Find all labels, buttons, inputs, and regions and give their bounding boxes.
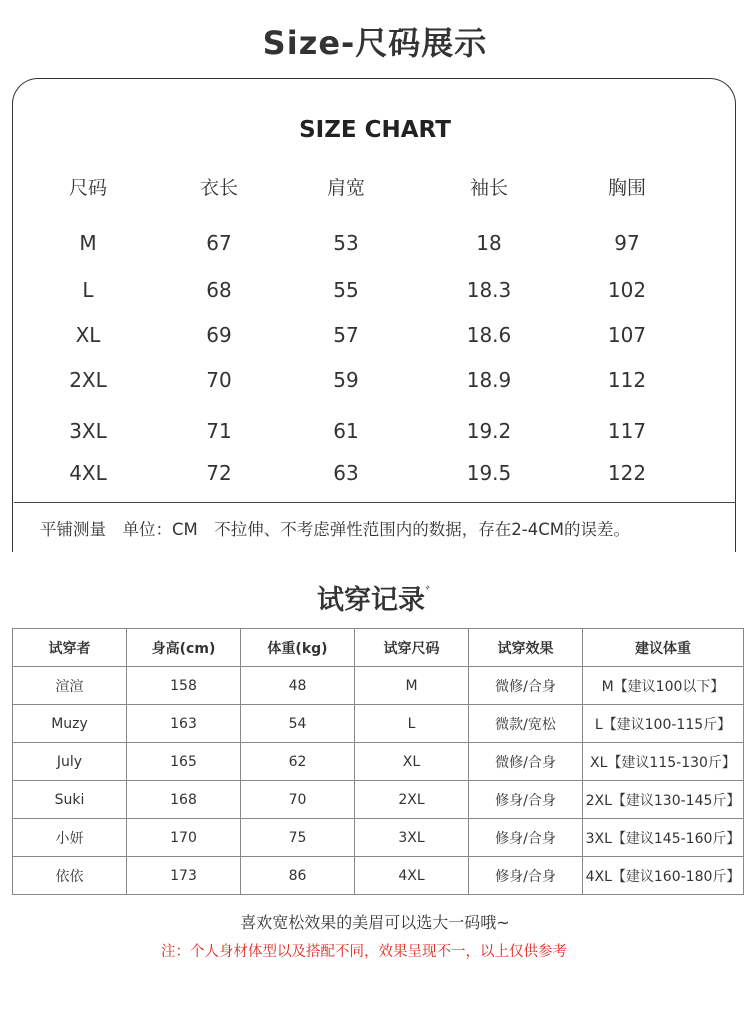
cell-recommend: M【建议100以下】 <box>583 667 744 705</box>
table-row <box>13 743 744 781</box>
size-chart-divider <box>14 502 736 503</box>
size-cell-chest: 112 <box>607 368 647 392</box>
size-cell-length: 68 <box>206 278 232 302</box>
col-header-height: 身高(cm) <box>127 629 241 667</box>
cell-weight: 86 <box>241 857 355 895</box>
cell-size: M <box>355 667 469 705</box>
size-chart-title: SIZE CHART <box>299 117 451 143</box>
size-cell-length: 71 <box>206 419 232 443</box>
cell-weight: 54 <box>241 705 355 743</box>
cell-size: 2XL <box>355 781 469 819</box>
cell-height: 168 <box>127 781 241 819</box>
cell-weight: 48 <box>241 667 355 705</box>
try-on-title <box>0 578 750 617</box>
cell-recommend: 2XL【建议130-145斤】 <box>583 781 744 819</box>
size-cell-chest: 117 <box>607 419 647 443</box>
size-cell-shoulder: 61 <box>333 419 359 443</box>
size-cell-chest: 102 <box>607 278 647 302</box>
cell-size: 4XL <box>355 857 469 895</box>
cell-recommend: 4XL【建议160-180斤】 <box>583 857 744 895</box>
size-cell-length: 72 <box>206 461 232 485</box>
table-row <box>13 819 744 857</box>
measurement-note: 平铺测量 单位：CM 不拉伸、不考虑弹性范围内的数据，存在2-4CM的误差。 <box>40 520 630 539</box>
footer-tip: 喜欢宽松效果的美眉可以选大一码哦~ <box>240 913 510 932</box>
size-cell-size: 2XL <box>69 368 107 392</box>
size-cell-size: 3XL <box>69 419 107 443</box>
size-cell-chest: 107 <box>607 323 647 347</box>
cell-effect: 微款/宽松 <box>469 705 583 743</box>
cell-effect: 修身/合身 <box>469 781 583 819</box>
size-cell-shoulder: 55 <box>333 278 359 302</box>
size-cell-length: 70 <box>206 368 232 392</box>
cell-effect: 微修/合身 <box>469 667 583 705</box>
size-cell-size: XL <box>75 323 101 347</box>
size-cell-size: 4XL <box>69 461 107 485</box>
size-cell-chest: 97 <box>614 231 640 255</box>
cell-height: 170 <box>127 819 241 857</box>
col-header-effect: 试穿效果 <box>469 629 583 667</box>
cell-recommend: L【建议100-115斤】 <box>583 705 744 743</box>
cell-effect: 微修/合身 <box>469 743 583 781</box>
cell-tester: Suki <box>13 781 127 819</box>
cell-weight: 70 <box>241 781 355 819</box>
cell-tester: 小妍 <box>13 819 127 857</box>
size-cell-size: L <box>82 278 94 302</box>
sparkle-icon: ﾞ <box>424 584 433 603</box>
footer-disclaimer: 注：个人身材体型以及搭配不同，效果呈现不一，以上仅供参考 <box>161 944 567 960</box>
size-header-length: 衣长 <box>199 177 238 199</box>
size-cell-sleeve: 18.6 <box>466 323 512 347</box>
size-cell-length: 69 <box>206 323 232 347</box>
cell-recommend: 3XL【建议145-160斤】 <box>583 819 744 857</box>
cell-tester: July <box>13 743 127 781</box>
table-row <box>13 705 744 743</box>
size-header-chest: 胸围 <box>607 177 646 199</box>
size-cell-length: 67 <box>206 231 232 255</box>
col-header-size: 试穿尺码 <box>355 629 469 667</box>
size-cell-sleeve: 18.9 <box>466 368 512 392</box>
size-cell-size: M <box>79 231 97 255</box>
size-header-shoulder: 肩宽 <box>326 177 365 199</box>
cell-tester: 依依 <box>13 857 127 895</box>
cell-height: 158 <box>127 667 241 705</box>
size-cell-shoulder: 59 <box>333 368 359 392</box>
table-row <box>13 857 744 895</box>
col-header-weight: 体重(kg) <box>241 629 355 667</box>
cell-size: XL <box>355 743 469 781</box>
size-cell-sleeve: 18 <box>476 231 502 255</box>
size-header-size: 尺码 <box>68 177 107 199</box>
cell-size: 3XL <box>355 819 469 857</box>
size-cell-sleeve: 19.5 <box>466 461 512 485</box>
try-on-header-row <box>13 629 744 667</box>
try-on-title-text: 试穿记录 <box>316 585 425 616</box>
cell-height: 163 <box>127 705 241 743</box>
cell-recommend: XL【建议115-130斤】 <box>583 743 744 781</box>
table-row <box>13 781 744 819</box>
size-cell-sleeve: 19.2 <box>466 419 512 443</box>
size-cell-shoulder: 63 <box>333 461 359 485</box>
size-header-sleeve: 袖长 <box>469 177 508 199</box>
cell-tester: 渲渲 <box>13 667 127 705</box>
size-cell-shoulder: 53 <box>333 231 359 255</box>
cell-height: 165 <box>127 743 241 781</box>
cell-size: L <box>355 705 469 743</box>
page-title: Size-尺码展示 <box>262 24 488 62</box>
col-header-tester: 试穿者 <box>13 629 127 667</box>
cell-effect: 修身/合身 <box>469 857 583 895</box>
try-on-table <box>12 628 744 895</box>
size-cell-chest: 122 <box>607 461 647 485</box>
table-row <box>13 667 744 705</box>
cell-weight: 62 <box>241 743 355 781</box>
cell-tester: Muzy <box>13 705 127 743</box>
col-header-recommend: 建议体重 <box>583 629 744 667</box>
size-cell-shoulder: 57 <box>333 323 359 347</box>
size-cell-sleeve: 18.3 <box>466 278 512 302</box>
cell-effect: 修身/合身 <box>469 819 583 857</box>
cell-weight: 75 <box>241 819 355 857</box>
cell-height: 173 <box>127 857 241 895</box>
